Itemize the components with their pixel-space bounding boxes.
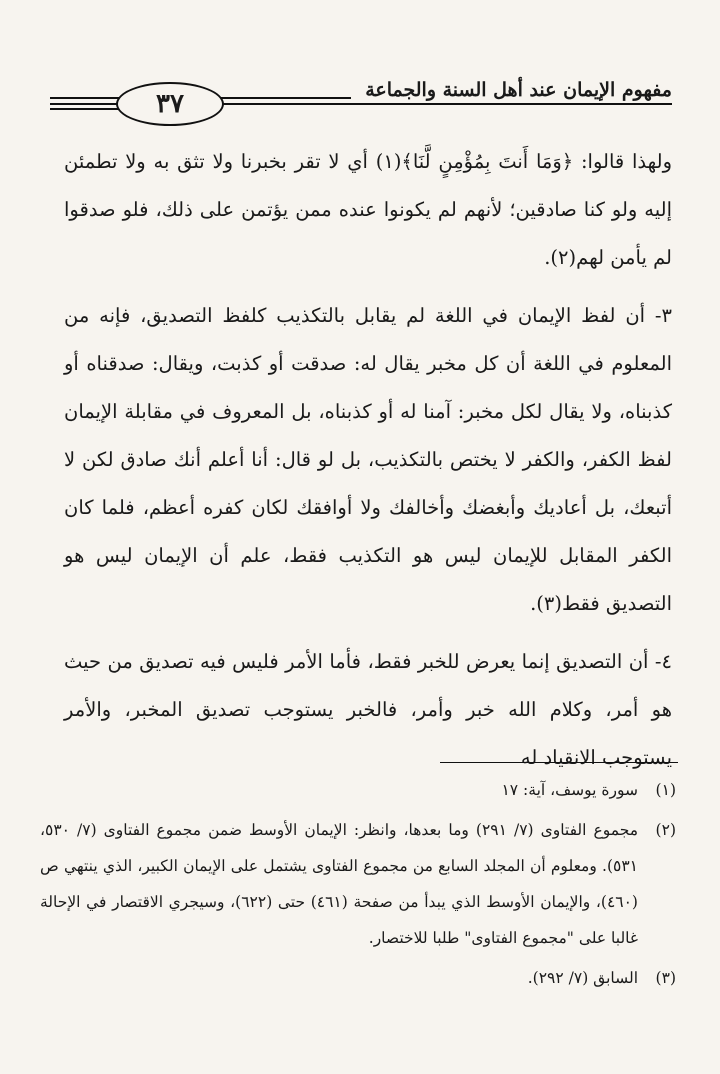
page-header (40, 78, 672, 126)
footnote (40, 812, 676, 956)
footnote (40, 960, 676, 996)
footnote-text: سورة يوسف، آية: ١٧ (501, 781, 638, 799)
main-text (64, 138, 672, 792)
paragraph: ولهذا قالوا: ﴿وَمَا أَنتَ بِمُؤْمِنٍ لَّنَا﴾(١) أي لا تقر بخبرنا ولا تثق به ولا تطمئن إليه ولو كنا صادقين؛ لأنهم لم يكونوا عنده ممن يؤتمن على ذلك، فلو صدقوا لم يأمن لهم(٢). (64, 150, 673, 269)
footnote-text: مجموع الفتاوى (٧/ ٢٩١) وما بعدها، وانظر: الإيمان الأوسط ضمن مجموع الفتاوى (٧/ ٥٣٠، ٥٣١). ومعلوم أن المجلد السابع من مجموع الفتاوى يشتمل على الإيمان الكبير، الذي ينتهي ص (٤٦٠)، والإيمان الأوسط الذي يبدأ من صفحة (٤٦١) حتى (٦٢٢)، وسيجري الاقتصار في الإحالة غالبا على "مجموع الفتاوى" طلبا للاختصار. (40, 821, 639, 947)
footnotes (40, 772, 676, 1000)
footnote-number: (٣) (655, 969, 676, 987)
paragraph: ٤- أن التصديق إنما يعرض للخبر فقط، فأما الأمر فليس فيه تصديق من حيث هو أمر، وكلام الله خبر وأمر، فالخبر يستوجب تصديق المخبر، والأمر يستوجب الانقياد له (64, 650, 672, 769)
running-title: مفهوم الإيمان عند أهل السنة والجماعة (351, 78, 672, 102)
page-number: ٣٧ (116, 82, 224, 126)
footnote-separator (440, 762, 678, 763)
footnote-number: (١) (655, 781, 676, 799)
footnote-text: السابق (٧/ ٢٩٢). (527, 969, 638, 987)
footnote (40, 772, 676, 808)
footnote-number: (٢) (655, 821, 676, 839)
paragraph: ٣- أن لفظ الإيمان في اللغة لم يقابل بالتكذيب كلفظ التصديق، فإنه من المعلوم في اللغة أن كل مخبر يقال له: صدقت أو كذبت، ويقال: صدقناه أو كذبناه، ولا يقال لكل مخبر: آمنا له أو كذبناه، بل المعروف في مقابلة الإيمان لفظ الكفر، والكفر لا يختص بالتكذيب، بل لو قال: أنا أعلم أنك صادق لكن لا أتبعك، بل أعاديك وأبغضك وأخالفك ولا أوافقك لكان كفره أعظم، فلما كان الكفر المقابل للإيمان ليس هو التكذيب فقط، علم أن الإيمان ليس هو التصديق فقط(٣). (64, 304, 672, 615)
